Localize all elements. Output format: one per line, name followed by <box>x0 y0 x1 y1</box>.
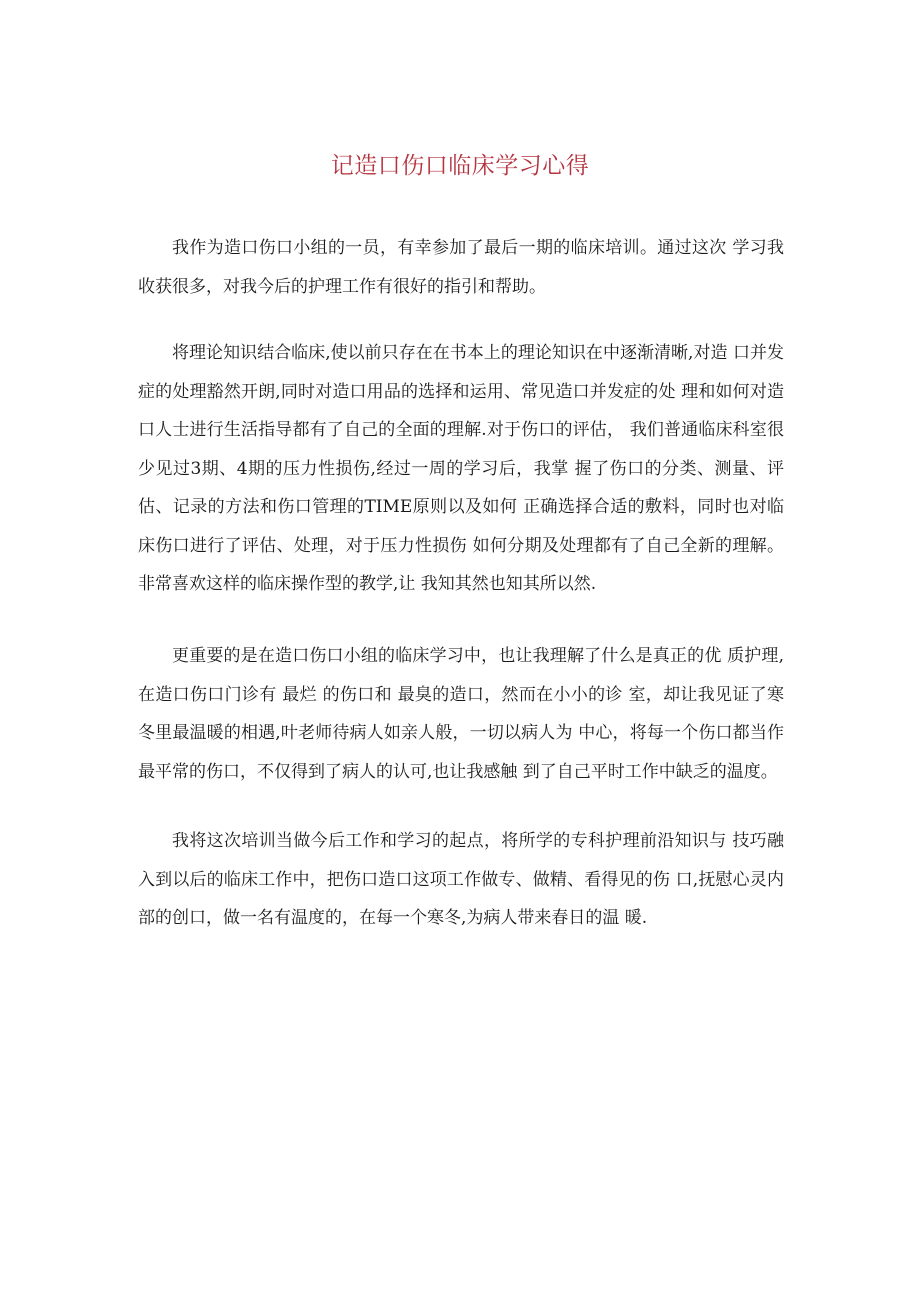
paragraph-conclusion: 我将这次培训当做今后工作和学习的起点，将所学的专科护理前沿知识与 技巧融入到以后的临床工作中，把伤口造口这项工作做专、做精、看得见的伤 口,抚慰心灵内部的创口，做一名有温度的，在每一个寒冬,为病人带来春日的温 暖. <box>138 831 784 928</box>
document-title: 记造口伤口临床学习心得 <box>330 153 590 179</box>
paragraph-intro: 我作为造口伤口小组的一员，有幸参加了最后一期的临床培训。通过这次 学习我收获很多，对我今后的护理工作有很好的指引和帮助。 <box>138 238 784 297</box>
paragraph-quality-care: 更重要的是在造口伤口小组的临床学习中，也让我理解了什么是真正的优 质护理,在造口伤口门诊有 最烂 的伤口和 最臭的造口，然而在小小的诊 室，却让我见证了寒冬里最温暖的相遇,叶老师待病人如亲人般，一切以病人为 中心，将每一个伤口都当作最平常的伤口，不仅得到了病人的认可,也让我感触 到了自己平时工作中缺乏的温度。 <box>138 646 784 782</box>
paragraph-theory-practice: 将理论知识结合临床,使以前只存在在书本上的理论知识在中逐渐清晰,对造 口并发症的处理豁然开朗,同时对造口用品的选择和运用、常见造口并发症的处 理和如何对造口人士进行生活指导都有了自己的全面的理解.对于伤口的评估， 我们普通临床科室很少见过3期、4期的压力性损伤,经过一周的学习后，我掌 握了伤口的分类、测量、评估、记录的方法和伤口管理的TIME原则以及如何 正确选择合适的敷料，同时也对临床伤口进行了评估、处理，对于压力性损伤 如何分期及处理都有了自己全新的理解。非常喜欢这样的临床操作型的教学,让 我知其然也知其所以然. <box>138 343 784 594</box>
